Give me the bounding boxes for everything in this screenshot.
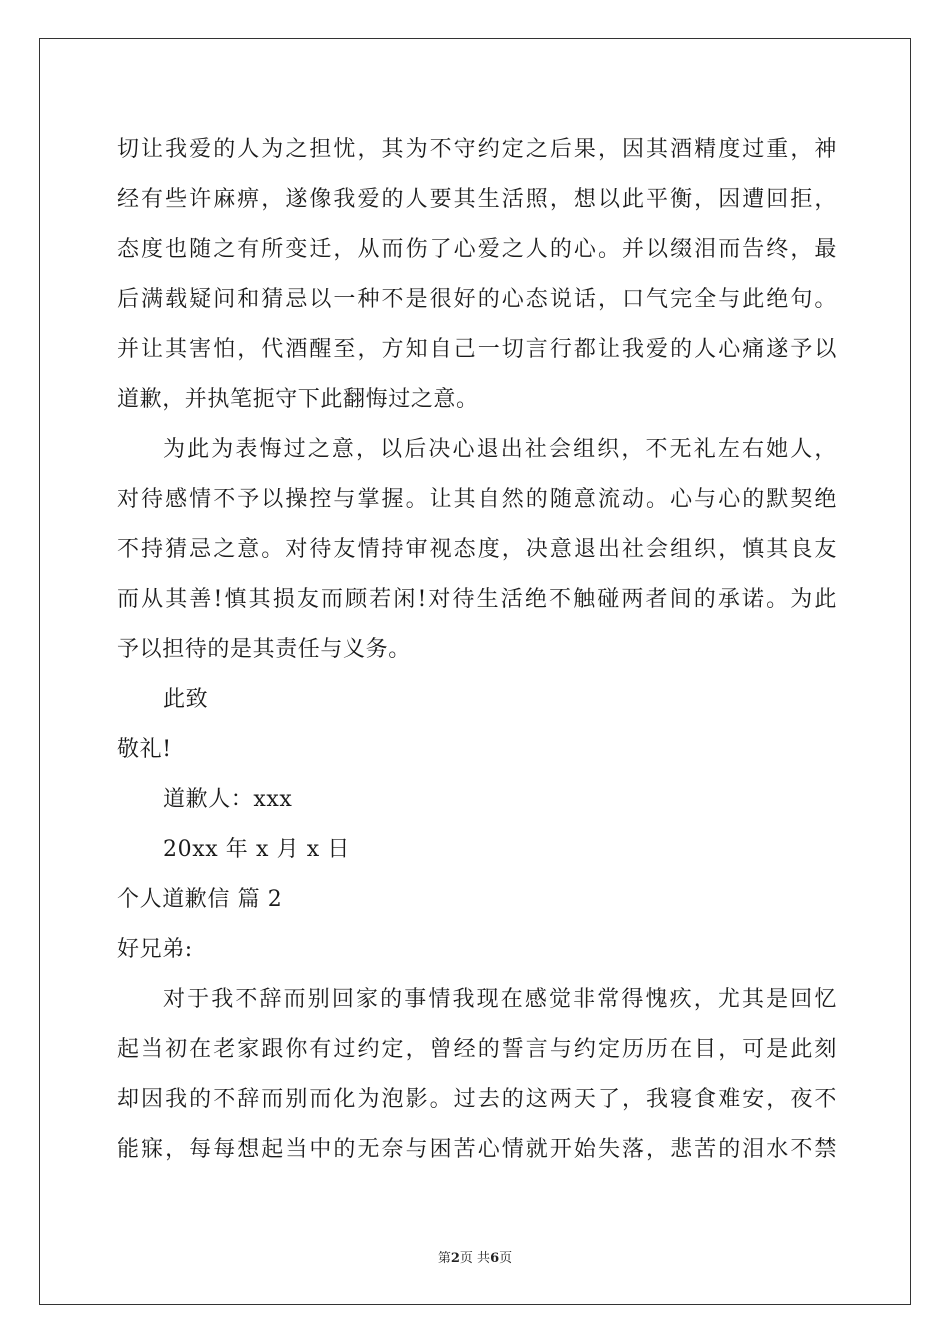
text-line: 20xx 年 x 月 x 日 — [163, 837, 350, 862]
text-line: 此致 — [163, 687, 209, 712]
page-total: 6 — [490, 1251, 500, 1266]
page-footer — [0, 1247, 950, 1266]
text-line: 个人道歉信 篇 2 — [117, 887, 283, 912]
text-line: 切让我爱的人为之担忧，其为不守约定之后果，因其酒精度过重，神 — [117, 137, 837, 162]
text-line: 道歉，并执笔扼守下此翻悔过之意。 — [117, 387, 479, 412]
text-line: 不持猜忌之意。对待友情持审视态度，决意退出社会组织，慎其良友 — [117, 537, 837, 562]
text-line: 经有些许麻痹，遂像我爱的人要其生活照，想以此平衡，因遭回拒， — [117, 187, 837, 212]
text-line: 对于我不辞而别回家的事情我现在感觉非常得愧疚，尤其是回忆 — [163, 987, 837, 1012]
text-line: 敬礼! — [117, 737, 172, 762]
document-body — [117, 125, 837, 1175]
page-mid: 页 共 — [459, 1251, 491, 1266]
text-line: 后满载疑问和猜忌以一种不是很好的心态说话，口气完全与此绝句。 — [117, 287, 837, 312]
text-line: 能寐，每每想起当中的无奈与困苦心情就开始失落，悲苦的泪水不禁 — [117, 1137, 837, 1162]
text-line: 却因我的不辞而别而化为泡影。过去的这两天了，我寝食难安，夜不 — [117, 1087, 837, 1112]
text-line: 对待感情不予以操控与掌握。让其自然的随意流动。心与心的默契绝 — [117, 487, 837, 512]
text-line: 为此为表悔过之意，以后决心退出社会组织，不无礼左右她人， — [163, 437, 837, 462]
text-line: 而从其善!慎其损友而顾若闲!对待生活绝不触碰两者间的承诺。为此 — [117, 587, 837, 612]
text-line: 并让其害怕，代酒醒至，方知自己一切言行都让我爱的人心痛遂予以 — [117, 337, 837, 362]
text-line: 起当初在老家跟你有过约定，曾经的誓言与约定历历在目，可是此刻 — [117, 1037, 837, 1062]
text-line: 道歉人：xxx — [163, 787, 293, 812]
text-line: 好兄弟: — [117, 937, 193, 962]
page-prefix: 第 — [437, 1251, 451, 1266]
page-current: 2 — [450, 1251, 460, 1266]
page-suffix: 页 — [499, 1251, 513, 1266]
text-line: 态度也随之有所变迁，从而伤了心爱之人的心。并以缀泪而告终，最 — [117, 237, 837, 262]
text-line: 予以担待的是其责任与义务。 — [117, 637, 411, 662]
